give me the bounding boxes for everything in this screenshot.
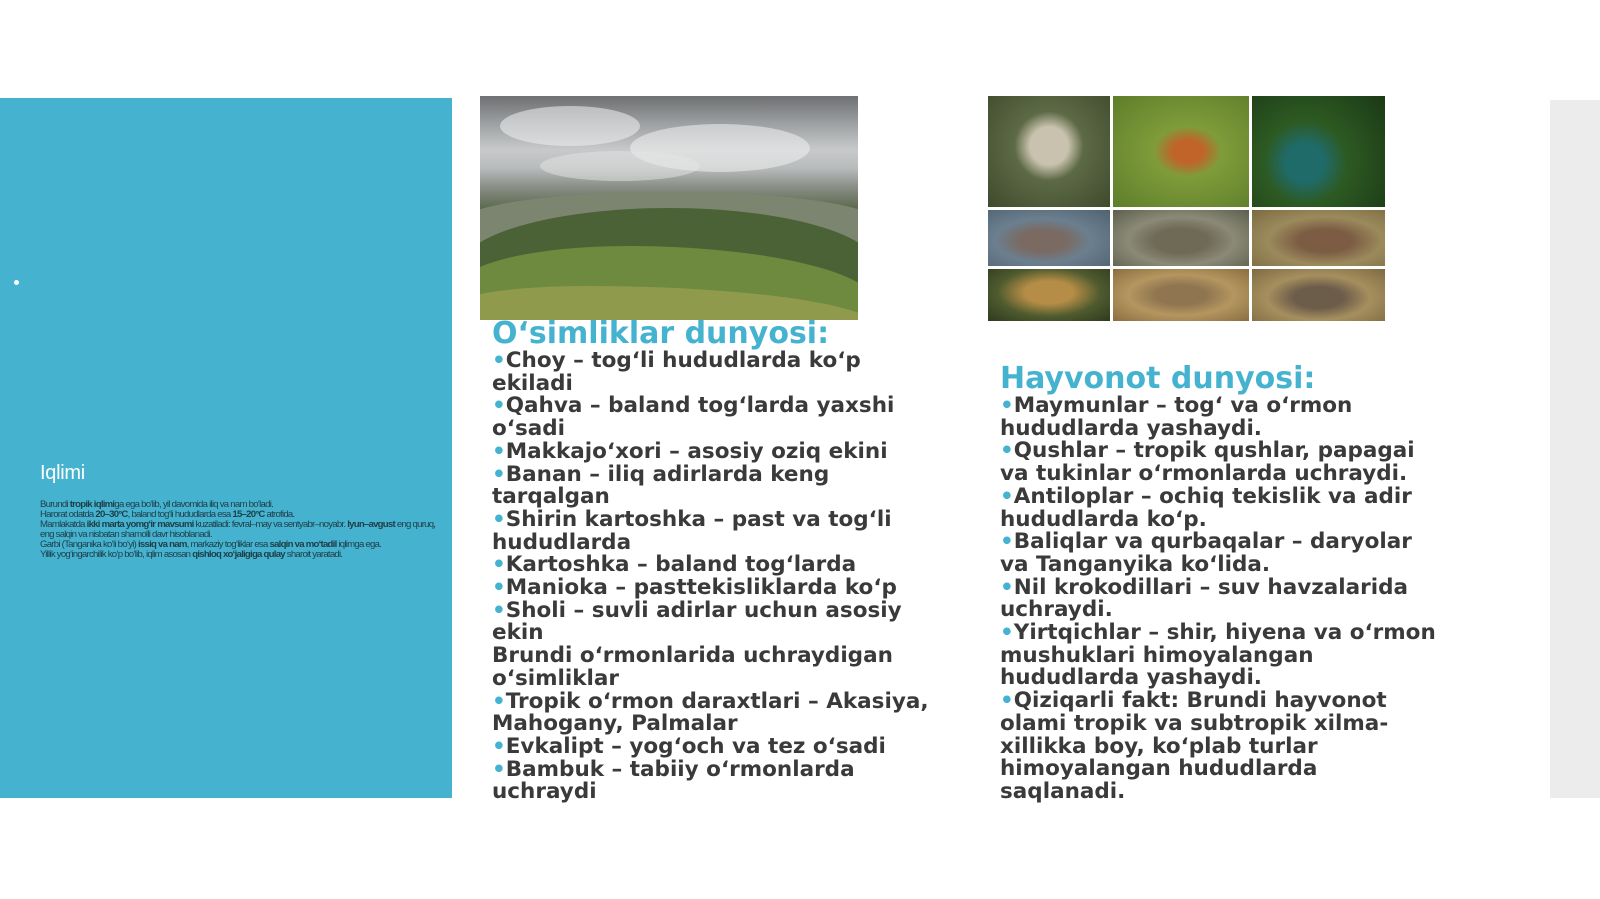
list-item-text: Baliqlar va qurbaqalar – daryolar va Tanganyika ko‘lida.	[1000, 529, 1412, 577]
landscape-photo	[480, 96, 858, 320]
animal-item	[1000, 483, 1440, 532]
list-item-text: Shirin kartoshka – past va tog‘li hududlarda	[492, 506, 892, 555]
antelope-photo	[1113, 96, 1249, 207]
animal-item	[1000, 622, 1440, 690]
climate-panel	[0, 98, 452, 798]
animals-collage	[988, 96, 1385, 321]
bullet-marker: •	[492, 756, 506, 782]
next-slide-edge	[1550, 100, 1600, 798]
animal-item	[1000, 574, 1440, 623]
bullet-marker: •	[1000, 438, 1014, 464]
plant-item	[492, 645, 932, 690]
list-item-text: Choy – tog‘li hududlarda ko‘p ekiladi	[492, 348, 861, 396]
bullet-marker: •	[492, 461, 506, 487]
list-item-text: Qiziqarli fakt: Brundi hayvonot olami tropik va subtropik xilma-xillikka boy, ko‘plab turlar himoyalangan hududlarda saqlanadi.	[1000, 688, 1389, 804]
elephant-photo-2	[1252, 269, 1385, 321]
list-item-text: Antiloplar – ochiq tekislik va adir hududlarda ko‘p.	[1000, 483, 1412, 532]
list-item-text: Nil krokodillari – suv havzalarida uchraydi.	[1000, 574, 1409, 623]
crocodile-photo	[1113, 210, 1249, 266]
climate-paragraph: Burundi tropik iqlimiga ega bo‘lib, yil davomida iliq va nam bo‘ladi.	[40, 499, 274, 510]
list-item-text: Brundi o‘rmonlarida uchraydigan o‘simliklar	[492, 643, 893, 691]
bullet-dot	[14, 280, 19, 285]
list-item-text: Bambuk – tabiiy o‘rmonlarda uchraydi	[492, 756, 855, 805]
bullet-marker: •	[1000, 393, 1014, 418]
animals-title: Hayvonot dunyosi:	[1000, 361, 1316, 396]
bullet-marker: •	[492, 393, 506, 419]
list-item-text: Qushlar – tropik qushlar, papagai va tukinlar o‘rmonlarda uchraydi.	[1000, 438, 1415, 487]
hyena-photo	[1113, 269, 1249, 321]
plant-item	[492, 350, 932, 395]
plant-item	[492, 756, 932, 805]
list-item-text: Manioka – pasttekisliklarda ko‘p	[505, 575, 897, 601]
list-item-text: Yirtqichlar – shir, hiyena va o‘rmon mushuklari himoyalangan hududlarda yashaydi.	[1000, 620, 1436, 691]
plant-item	[492, 506, 932, 555]
leopard-photo	[988, 269, 1110, 321]
bullet-marker: •	[492, 506, 506, 532]
animal-item	[1000, 395, 1440, 440]
bullet-marker: •	[1000, 574, 1014, 600]
animal-item	[1000, 440, 1440, 485]
bullet-marker: •	[492, 552, 506, 578]
elephant-photo	[1252, 210, 1385, 266]
list-item-text: Makkajo‘xori – asosiy oziq ekini	[505, 438, 888, 464]
plant-item	[492, 395, 932, 440]
animals-section	[1000, 363, 1440, 804]
plant-item	[492, 577, 932, 600]
bullet-marker: •	[1000, 688, 1014, 714]
climate-description	[40, 500, 440, 560]
animal-item	[1000, 531, 1440, 576]
bird-photo	[1252, 96, 1385, 207]
plants-section	[492, 318, 932, 804]
bullet-marker: •	[1000, 620, 1014, 646]
list-item-text: Evkalipt – yog‘och va tez o‘sadi	[505, 733, 886, 759]
animal-item	[1000, 690, 1440, 804]
plant-item	[492, 688, 932, 737]
plant-item	[492, 438, 932, 464]
bullet-marker: •	[492, 733, 506, 759]
bullet-marker: •	[492, 688, 506, 714]
plants-list	[492, 350, 932, 804]
bullet-marker: •	[1000, 483, 1014, 509]
plant-item	[492, 597, 932, 646]
climate-paragraph: Garbi (Tanganika ko‘li bo‘yi) issiq va nam, markaziy tog‘liklar esa salqin va mo‘tadil iqlimga ega.	[40, 539, 382, 550]
list-item-text: Kartoshka – baland tog‘larda	[505, 552, 857, 578]
plant-item	[492, 733, 932, 759]
bullet-marker: •	[492, 575, 506, 601]
list-item-text: Tropik o‘rmon daraxtlari – Akasiya, Mahogany, Palmalar	[492, 688, 929, 737]
list-item-text: Sholi – suvli adirlar uchun asosiy ekin	[492, 597, 902, 646]
list-item-text: Qahva – baland tog‘larda yaxshi o‘sadi	[492, 393, 895, 442]
monkey-photo	[988, 96, 1110, 207]
list-item-text: Maymunlar – tog‘ va o‘rmon hududlarda yashaydi.	[1000, 393, 1353, 441]
plant-item	[492, 554, 932, 577]
bullet-marker: •	[492, 348, 506, 373]
climate-title: Iqlimi	[40, 462, 85, 484]
bullet-marker: •	[492, 597, 506, 623]
bullet-marker: •	[492, 438, 506, 464]
climate-paragraph: Harorat odatda 20–30°C, baland tog‘li hududlarda esa 15–20°C atrofida.	[40, 509, 295, 520]
climate-paragraph: Yillik yog‘ingarchilik ko‘p bo‘lib, iqlim asosan qishloq xo‘jaligiga qulay sharoit yaratadi.	[40, 549, 343, 560]
climate-paragraph: Mamlakatda ikki marta yomg‘ir mavsumi kuzatiladi: fevral–may va sentyabr–noyabr. Iyun–avgust eng quruq, eng salqin va nisbatan shamolli davr hisoblanadi.	[40, 519, 436, 540]
hippo-photo	[988, 210, 1110, 266]
animals-list	[1000, 395, 1440, 804]
plant-item	[492, 461, 932, 510]
plants-title: O‘simliklar dunyosi:	[492, 316, 830, 351]
list-item-text: Banan – iliq adirlarda keng tarqalgan	[492, 461, 830, 510]
bullet-marker: •	[1000, 529, 1014, 555]
